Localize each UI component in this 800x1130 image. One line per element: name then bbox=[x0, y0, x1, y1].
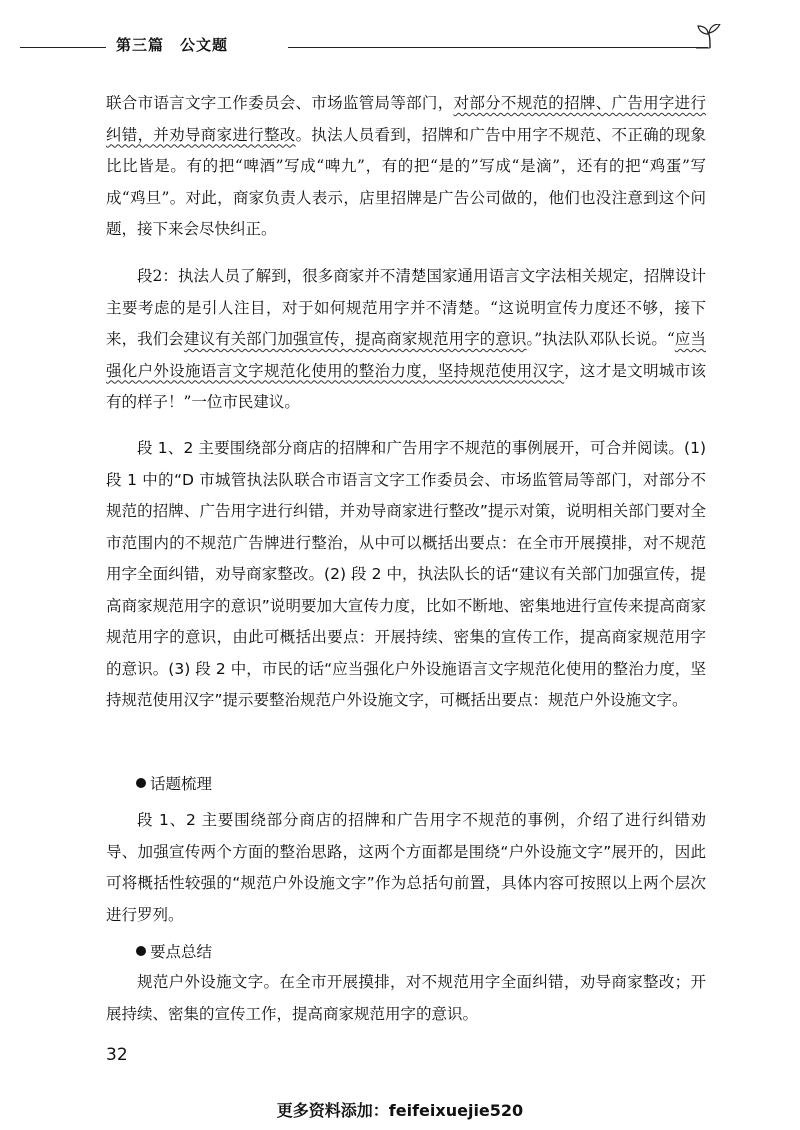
para2-underlined-2: 应当强化户外设施语言文字规范化使用的整治力度，坚持规范使用汉字 bbox=[106, 330, 706, 380]
bullet-icon bbox=[136, 778, 146, 788]
analysis-paragraph: 段 1、2 主要围绕部分商店的招牌和广告用字不规范的事例展开，可合并阅读。(1) 段 1 中的“D 市城管执法队联合市语言文字工作委员会、市场监管局等部门，对部分不规范的招牌、广告用字进行纠错，并劝导商家进行整改”提示对策，说明相关部门要对全市范围内的不规范广告牌进行整治，从中可以概括出要点：在全市开展摸排，对不规范用字全面纠错，劝导商家整改。(2) 段 2 中，执法队长的话“建议有关部门加强宣传，提高商家规范用字的意识”说明要加大宣传力度，比如不断地、密集地进行宣传来提高商家规范用字的意识，由此可概括出要点：开展持续、密集的宣传工作，提高商家规范用字的意识。(3) 段 2 中，市民的话“应当强化户外设施语言文字规范化使用的整治力度，坚持规范使用汉字”提示要整治规范户外设施文字，可概括出要点：规范户外设施文字。 bbox=[106, 439, 706, 709]
summary-paragraph: 规范户外设施文字。在全市开展摸排，对不规范用字全面纠错，劝导商家整改；开展持续、密集的宣传工作，提高商家规范用字的意识。 bbox=[106, 973, 706, 1023]
header-rule-left bbox=[20, 47, 106, 48]
para1-underlined: 对部分不规范的招牌、广告用字进行纠错，并劝导商家进行整改 bbox=[106, 94, 706, 144]
source-paragraph-1 bbox=[106, 88, 706, 246]
bullet-icon bbox=[136, 946, 146, 956]
source-paragraph-2 bbox=[106, 261, 706, 419]
section-heading-summary: 要点总结 bbox=[136, 940, 212, 962]
para2-underlined-1: 建议有关部门加强宣传，提高商家规范用字的意识 bbox=[183, 330, 527, 348]
page-header bbox=[20, 30, 710, 60]
para2-text-b: 。”执法队邓队长说。“ bbox=[526, 330, 675, 348]
section-heading-topic: 话题梳理 bbox=[136, 772, 212, 794]
topic-paragraph: 段 1、2 主要围绕部分商店的招牌和广告用字不规范的事例，介绍了进行纠错劝导、加强宣传两个方面的整治思路，这两个方面都是围绕“户外设施文字”展开的，因此可将概括性较强的“规范户外设施文字”作为总括句前置，具体内容可按照以上两个层次进行罗列。 bbox=[106, 811, 706, 924]
chapter-title: 第三篇 公文题 bbox=[116, 36, 229, 54]
para2-text-c: ，这才是文明城市该有的样子！”一位市民建议。 bbox=[106, 361, 706, 411]
footer-note: 更多资料添加：feifeixuejie520 bbox=[276, 1101, 524, 1120]
header-rule-right bbox=[288, 47, 708, 48]
sprout-icon bbox=[696, 24, 732, 52]
page-number: 32 bbox=[106, 1045, 128, 1065]
para2-text-a: 段2：执法人员了解到，很多商家并不清楚国家通用语言文字法相关规定，招牌设计主要考虑的是引人注目，对于如何规范用字并不清楚。“这说明宣传力度还不够，接下来，我们会 bbox=[106, 267, 706, 348]
para1-text-a: 联合市语言文字工作委员会、市场监管局等部门， bbox=[106, 94, 454, 112]
para1-text-b: 。执法人员看到，招牌和广告中用字不规范、不正确的现象比比皆是。有的把“啤酒”写成“啤九”，有的把“是的”写成“是滴”，还有的把“鸡蛋”写成“鸡旦”。对此，商家负责人表示，店里招牌是广告公司做的，他们也没注意到这个问题，接下来会尽快纠正。 bbox=[106, 125, 706, 238]
